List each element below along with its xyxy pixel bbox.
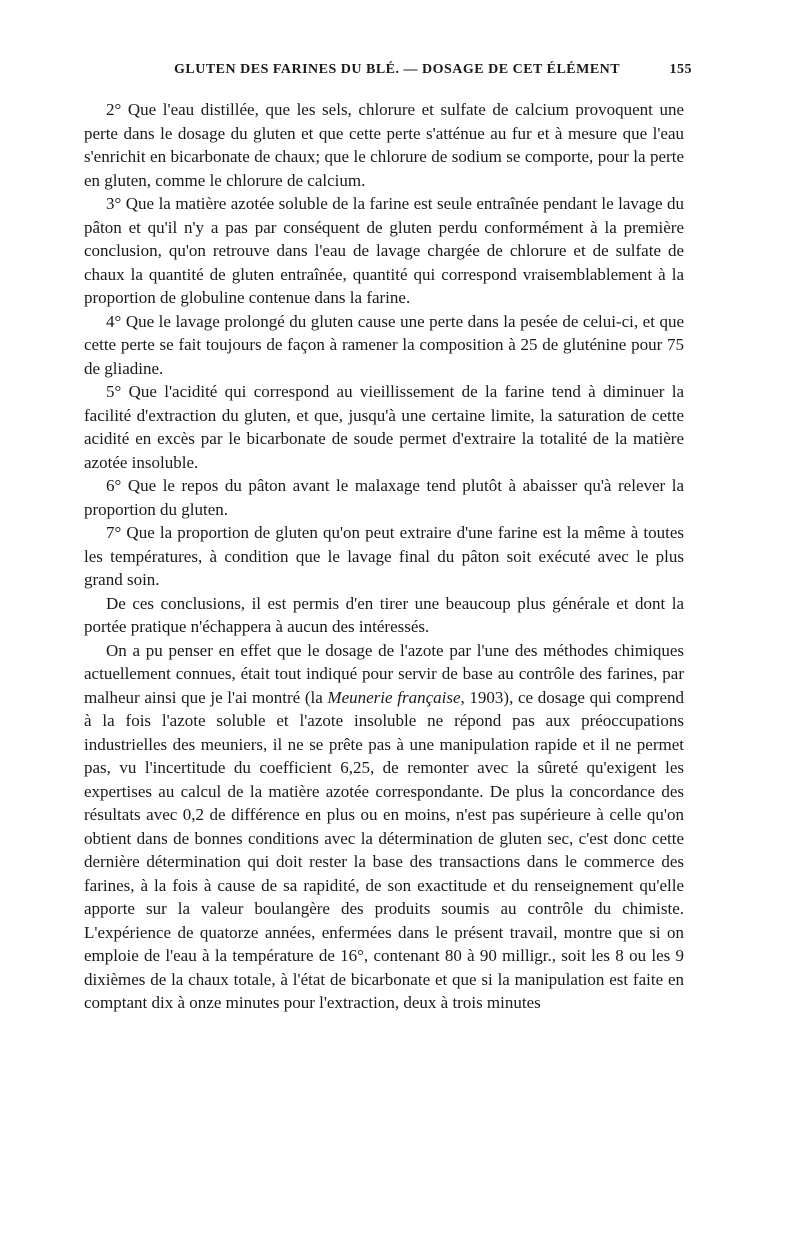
- publication-title: Meunerie française: [327, 687, 461, 707]
- general-conclusion-paragraph: De ces conclusions, il est permis d'en tirer une beaucoup plus générale et dont la portée pratique n'échappera à aucun des intéressés.: [84, 593, 684, 636]
- running-head: [84, 62, 692, 88]
- running-head-title: GLUTEN DES FARINES DU BLÉ. — DOSAGE DE CET ÉLÉMENT: [174, 62, 621, 77]
- conclusion-6-paragraph: 6° Que le repos du pâton avant le malaxage tend plutôt à abaisser qu'à relever la proportion du gluten.: [84, 476, 684, 519]
- conclusion-3-paragraph: 3° Que la matière azotée soluble de la farine est seule entraînée pendant le lavage du pâton et qu'il n'y a pas par conséquent de gluten perdu conformément à la première conclusion, qu'on retrouve dans l'eau de lavage chargée de chlorure et de sulfate de chaux la quantité de gluten entraînée, quantité qui correspond vraisemblablement à la proportion de globuline contenue dans la farine.: [84, 194, 684, 307]
- conclusion-5-paragraph: 5° Que l'acidité qui correspond au vieillissement de la farine tend à diminuer la facilité d'extraction du gluten, et que, jusqu'à une certaine limite, la saturation de cette acidité en excès par le bicarbonate de soude permet d'extraire la totalité de la matière azotée insoluble.: [84, 382, 684, 472]
- page-number: 155: [669, 62, 692, 77]
- final-paragraph-part-2: , 1903), ce dosage qui comprend à la fois l'azote soluble et l'azote insoluble ne répond pas aux préoccupations industrielles des meuniers, il ne se prête pas à une manipulation rapide et il ne permet pas, vu l'incertitude du coefficient 6,25, de remonter avec la sûreté qu'exigent les expertises au calcul de la matière azotée correspondante. De plus la concordance des résultats avec 0,2 de différence en plus ou en moins, n'est pas supérieure à celle qu'on obtient dans de bonnes conditions avec la détermination de gluten sec, c'est donc cette dernière détermination qui doit rester la base des transactions dans le commerce des farines, à la fois à cause de sa rapidité, de son exactitude et du renseignement qu'elle apporte sur la valeur boulangère des produits soumis au contrôle du chimiste. L'expérience de quatorze années, enfermées dans le présent travail, montre que si on emploie de l'eau à la température de 16°, contenant 80 à 90 milligr., soit les 8 ou les 9 dixièmes de la chaux totale, à l'état de bicarbonate et que si la manipulation est faite en comptant dix à onze minutes pour l'extraction, deux à trois minutes: [84, 687, 684, 1012]
- conclusion-2-paragraph: 2° Que l'eau distillée, que les sels, chlorure et sulfate de calcium provoquent une perte dans le dosage du gluten et que cette perte s'atténue au fur et à mesure que l'eau s'enrichit en bicarbonate de chaux; que le chlorure de sodium se comporte, pour la perte en gluten, comme le chlorure de calcium.: [84, 100, 684, 190]
- final-paragraph-part-1: On a pu penser en effet que le dosage de l'azote par l'une des méthodes chimiques actuellement connues, était tout indiqué pour servir de base au contrôle des farines, par malheur ainsi que je l'ai montré (la: [84, 640, 684, 707]
- body-text: [84, 98, 684, 1015]
- conclusion-4-paragraph: 4° Que le lavage prolongé du gluten cause une perte dans la pesée de celui-ci, et que cette perte se fait toujours de façon à ramener la composition à 25 de gluténine pour 75 de gliadine.: [84, 311, 684, 378]
- conclusion-7-paragraph: 7° Que la proportion de gluten qu'on peut extraire d'une farine est la même à toutes les températures, à condition que le lavage final du pâton soit exécuté avec le plus grand soin.: [84, 523, 684, 589]
- book-page: [84, 62, 692, 1015]
- final-paragraph: [84, 639, 684, 1015]
